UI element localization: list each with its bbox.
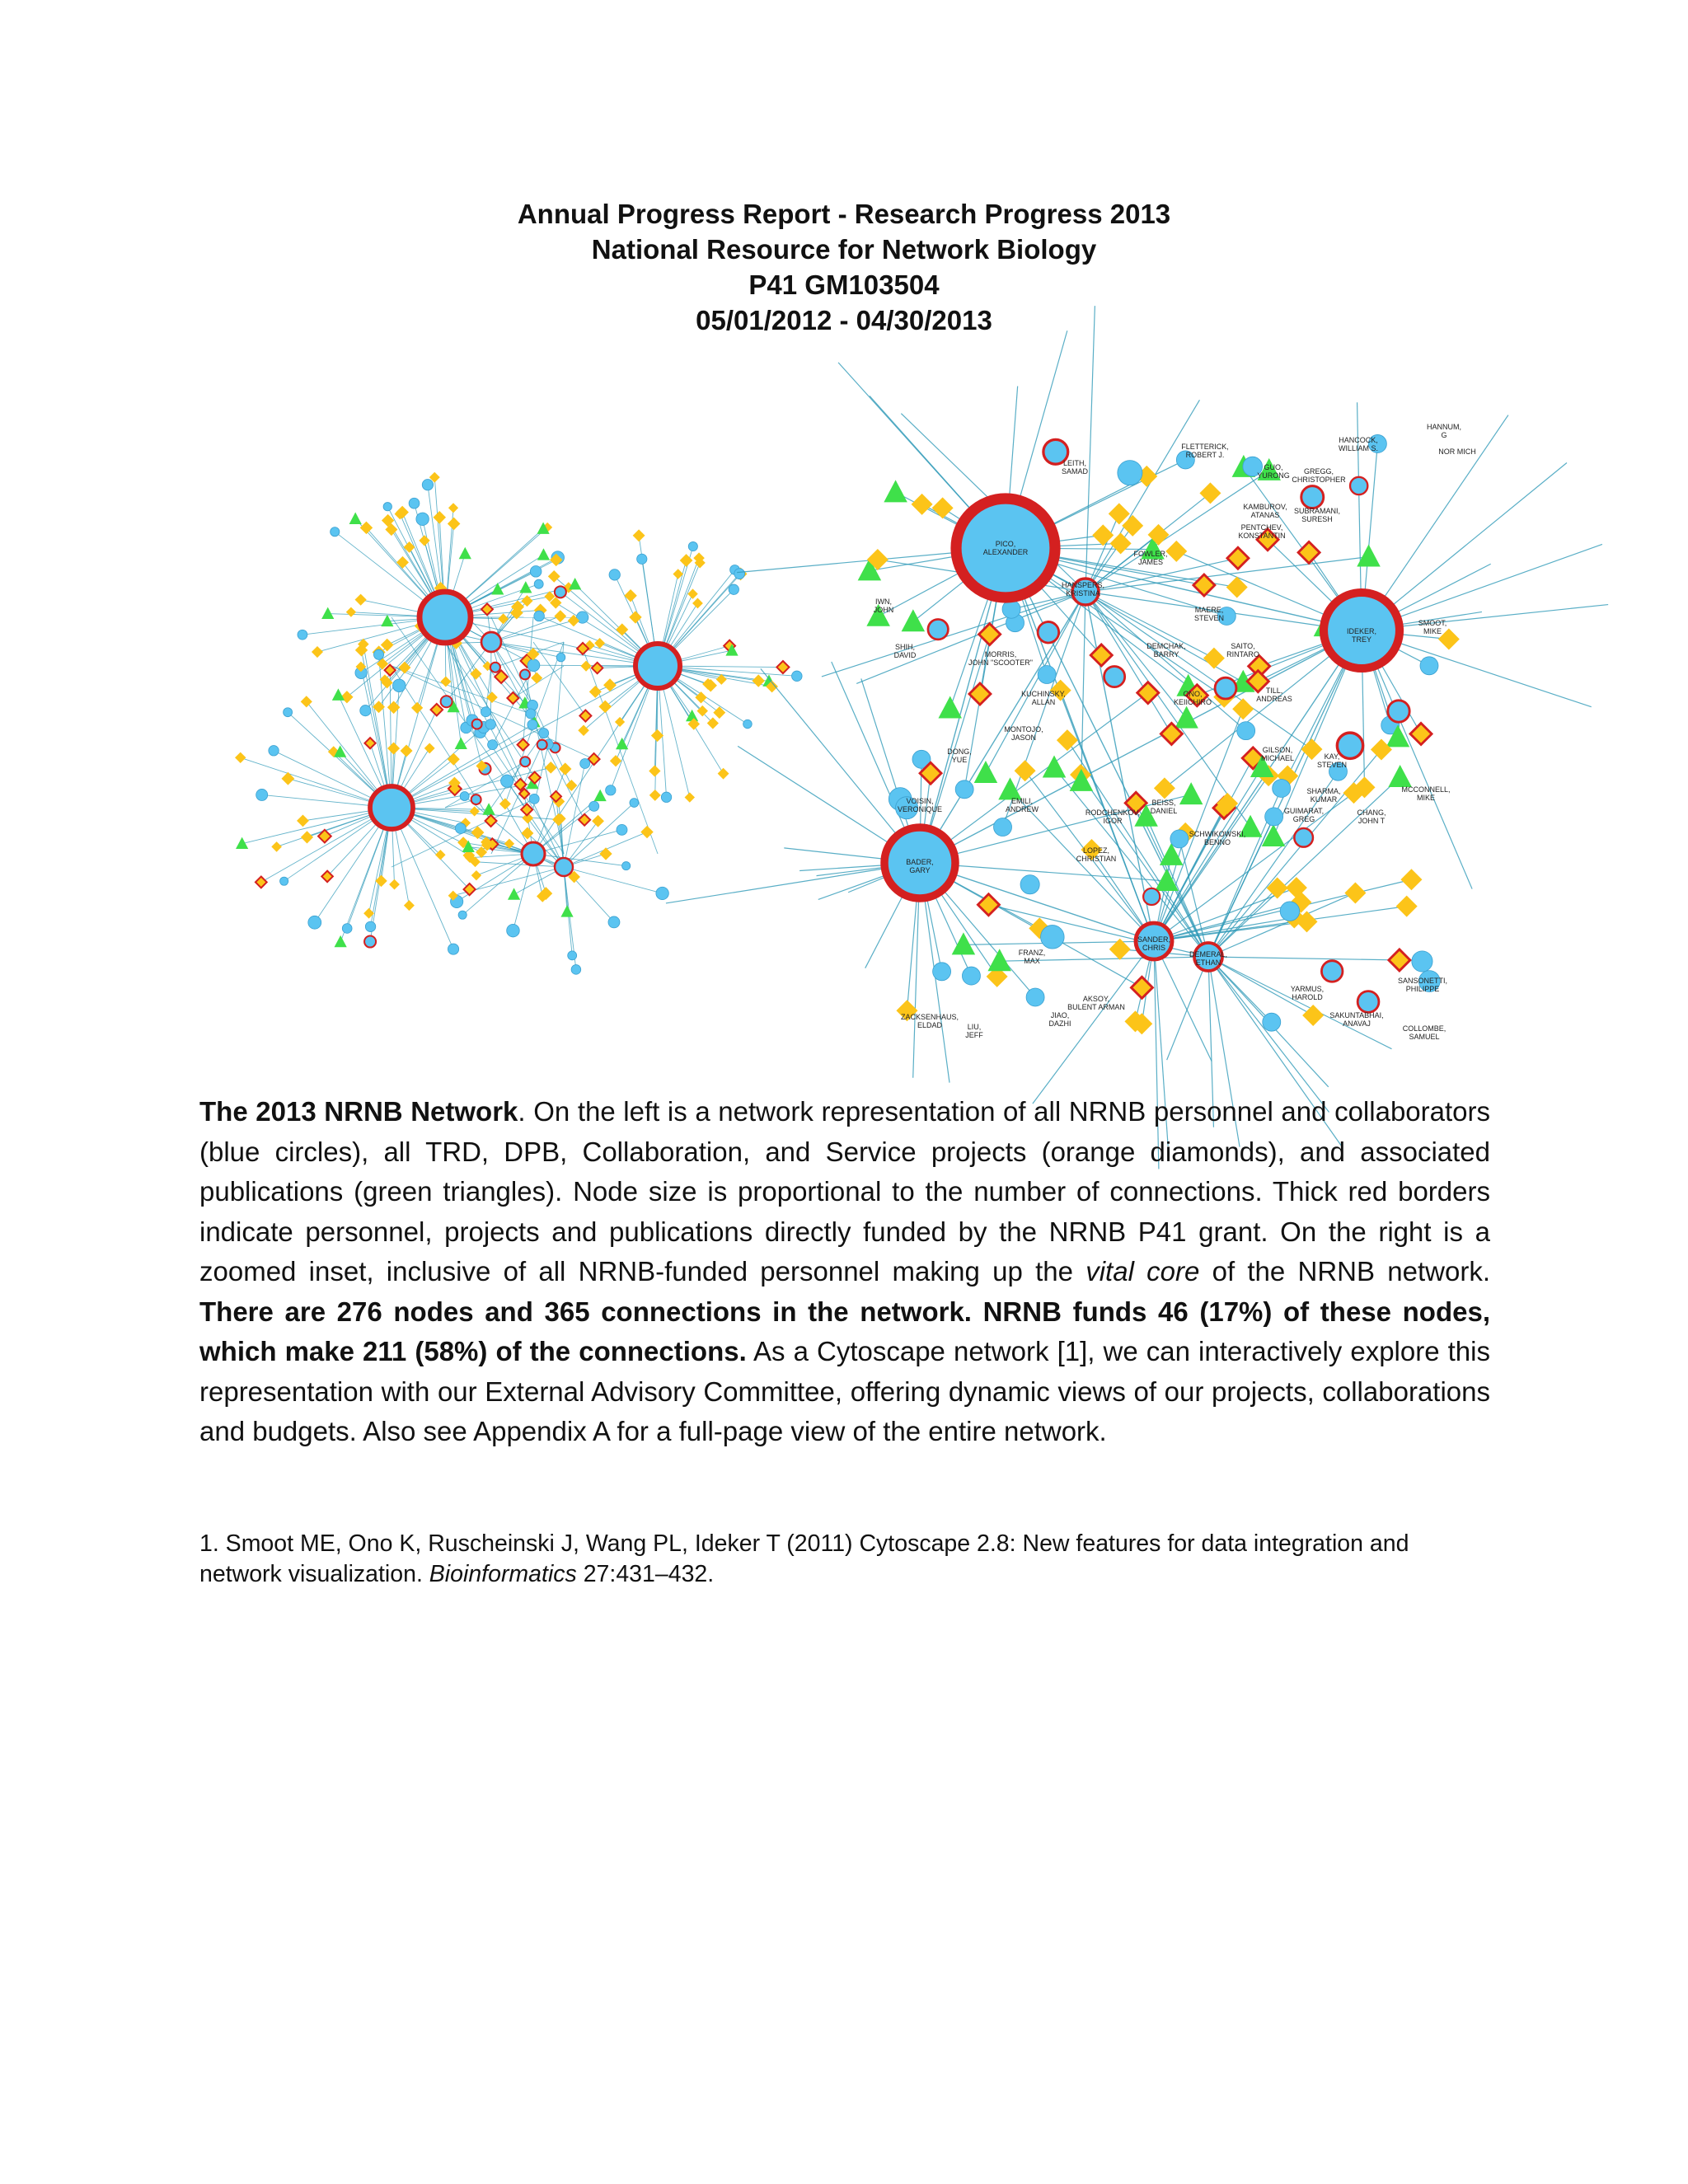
person-name-label: SUBRAMANI, SURESH xyxy=(1293,507,1341,523)
caption-text-2: of the NRNB network. xyxy=(1199,1256,1490,1286)
person-name-label: SAKUNTABHAI, ANAVAJ xyxy=(1329,1011,1384,1028)
person-name-label: FLETTERICK, ROBERT J. xyxy=(1181,443,1229,459)
caption-text-1: . On the left is a network representation of all NRNB personnel and collaborators (blue circles), all TRD, DPB, Collaboration, and Service projects (orange diamonds), and associated publications (green triangles). Node size is proportional to the number of connections. Thick red borders indicate personnel, projects and publications directly funded by the NRNB P41 grant. On the right is a zoomed inset, inclusive of all NRNB-funded personnel making up the xyxy=(199,1096,1491,1286)
person-name-label: SANDER, CHRIS xyxy=(1137,935,1171,952)
project-node xyxy=(401,744,413,757)
project-node xyxy=(1389,949,1410,971)
person-node xyxy=(729,584,738,594)
person-name-label: SHARMA, KUMAR xyxy=(1306,787,1341,804)
project-node xyxy=(685,792,695,802)
publication-node xyxy=(560,905,573,916)
person-node xyxy=(1280,902,1299,921)
project-node xyxy=(1137,682,1159,704)
project-node xyxy=(448,503,458,513)
project-node xyxy=(579,710,591,722)
person-name-label: EMILI, ANDREW xyxy=(1006,797,1039,813)
person-node xyxy=(1294,828,1313,847)
person-node xyxy=(1237,722,1255,740)
person-node xyxy=(284,708,293,717)
reporting-period: 05/01/2012 - 04/30/2013 xyxy=(696,305,992,335)
project-node xyxy=(312,646,323,658)
project-node xyxy=(1227,547,1249,569)
project-node xyxy=(431,704,443,716)
person-name-label: FRANZ, MAX xyxy=(1018,949,1046,965)
project-node xyxy=(1400,869,1422,890)
project-node xyxy=(554,610,566,622)
project-node xyxy=(969,683,991,705)
person-name-label: DEMCHAK, BARRY xyxy=(1146,642,1186,658)
project-node xyxy=(471,870,481,880)
reference-volume: 27:431–432. xyxy=(576,1561,715,1587)
person-name-label: NOR MICH xyxy=(1438,448,1476,456)
project-node xyxy=(404,541,415,553)
person-node xyxy=(1143,888,1160,905)
person-name-label: PICO, ALEXANDER xyxy=(982,540,1029,556)
person-name-label: JIAO, DAZHI xyxy=(1048,1011,1071,1028)
project-node xyxy=(592,815,604,827)
person-name-label: KUCHINSKY, ALLAN xyxy=(1021,690,1066,706)
publication-node xyxy=(938,696,962,719)
publication-node xyxy=(884,480,907,502)
person-node xyxy=(1321,961,1343,982)
project-node xyxy=(518,739,529,751)
person-name-label: MORRIS, JOHN "SCOOTER" xyxy=(968,650,1033,667)
person-name-label: YARMUS, HAROLD xyxy=(1290,985,1325,1001)
project-node xyxy=(1154,777,1175,799)
person-node xyxy=(622,862,631,870)
person-node xyxy=(534,611,545,621)
person-name-label: ZACKSENHAUS, ELDAD xyxy=(900,1013,959,1029)
person-node xyxy=(608,916,620,928)
project-node xyxy=(559,762,571,775)
project-node xyxy=(589,686,602,698)
person-node xyxy=(485,719,495,729)
person-name-label: SHIH, DAVID xyxy=(893,643,917,659)
person-node xyxy=(609,569,620,580)
person-node xyxy=(528,659,540,672)
person-node xyxy=(539,729,549,738)
person-node xyxy=(1412,951,1432,972)
project-node xyxy=(433,511,446,524)
project-node xyxy=(387,743,400,755)
person-name-label: SMOOT, MIKE xyxy=(1418,619,1447,635)
person-node xyxy=(520,757,530,766)
project-node xyxy=(633,529,645,541)
publication-node xyxy=(1175,706,1198,729)
person-node xyxy=(455,823,466,834)
person-node xyxy=(1104,666,1125,687)
caption-italic-term: vital core xyxy=(1085,1256,1200,1286)
person-node xyxy=(1118,461,1142,485)
person-node xyxy=(928,619,948,639)
person-node xyxy=(1038,666,1056,684)
person-node xyxy=(1273,779,1291,797)
person-node xyxy=(656,887,668,899)
project-node xyxy=(752,674,764,687)
publication-node xyxy=(594,790,607,801)
reference-text: 1. Smoot ME, Ono K, Ruscheinski J, Wang PL, Ideker T (2011) Cytoscape 2.8: New features for data integration and network visualization. xyxy=(199,1530,1409,1587)
resource-name: National Resource for Network Biology xyxy=(591,234,1097,265)
person-name-label: LOPEZ, CHRISTIAN xyxy=(1076,846,1117,863)
publication-node xyxy=(236,837,248,849)
project-node xyxy=(718,768,729,780)
person-name-label: GUO, YURONG xyxy=(1257,463,1290,480)
person-node xyxy=(342,924,352,934)
person-node xyxy=(1041,926,1065,949)
person-node xyxy=(1020,875,1039,894)
person-node xyxy=(630,799,639,808)
person-node xyxy=(528,719,537,729)
person-name-label: KAMBUROV, ATANAS xyxy=(1243,503,1287,519)
person-name-label: HANSPERS, KRISTINA xyxy=(1061,581,1105,598)
person-node xyxy=(661,792,671,802)
person-node xyxy=(308,916,321,929)
project-node xyxy=(297,814,309,827)
person-name-label: GUIMARAT, GREG xyxy=(1283,807,1325,823)
project-node xyxy=(235,752,246,763)
project-node xyxy=(629,611,641,623)
project-node xyxy=(592,663,603,673)
person-node xyxy=(1301,486,1324,509)
person-node xyxy=(520,669,530,679)
project-node xyxy=(680,554,693,567)
person-node xyxy=(743,719,753,729)
person-node xyxy=(460,791,469,800)
person-name-label: BEISS, DANIEL xyxy=(1150,799,1178,815)
person-node xyxy=(409,498,420,509)
person-name-label: DONG, YUE xyxy=(947,748,972,764)
publication-node xyxy=(321,607,334,619)
project-node xyxy=(1090,644,1112,666)
person-node xyxy=(472,719,482,729)
person-node xyxy=(1263,1013,1281,1031)
project-node xyxy=(364,738,375,748)
person-node xyxy=(571,965,581,975)
project-node xyxy=(1110,532,1132,554)
person-name-label: SAITO, RINTARO xyxy=(1226,642,1259,658)
report-title: Annual Progress Report - Research Progress 2013 xyxy=(517,199,1171,229)
person-node xyxy=(481,707,490,717)
person-name-label: MAERE, STEVEN xyxy=(1193,606,1225,622)
person-name-label: LEITH, SAMAD xyxy=(1061,459,1089,476)
project-node xyxy=(301,831,313,843)
project-node xyxy=(687,588,697,598)
hub-person-node xyxy=(370,786,413,829)
project-node xyxy=(396,556,409,569)
reference-citation xyxy=(199,1529,1490,1590)
person-node xyxy=(1038,621,1059,643)
project-node xyxy=(346,607,356,617)
publication-node xyxy=(335,935,347,947)
person-node xyxy=(955,780,973,799)
project-node xyxy=(1203,648,1225,669)
project-node xyxy=(548,570,560,583)
person-node xyxy=(734,569,745,579)
project-node xyxy=(1298,541,1320,563)
person-node xyxy=(792,671,803,682)
hub-person-node xyxy=(522,842,545,865)
project-node xyxy=(624,589,636,602)
project-node xyxy=(1232,698,1254,719)
project-node xyxy=(1301,738,1323,760)
project-node xyxy=(649,765,660,776)
project-node xyxy=(360,522,373,534)
project-node xyxy=(649,790,661,801)
person-node xyxy=(1350,477,1367,494)
person-name-label: DEMERAL, ETHAN xyxy=(1189,950,1228,967)
person-node xyxy=(637,554,647,564)
project-node xyxy=(1199,482,1221,504)
publication-node xyxy=(569,578,581,589)
person-name-label: GILSON, MICHAEL xyxy=(1260,746,1295,762)
person-name-label: MONTOJO, JASON xyxy=(1004,725,1043,742)
person-node xyxy=(269,746,279,756)
person-name-label: FOWLER, JAMES xyxy=(1133,550,1168,566)
person-node xyxy=(534,579,543,588)
person-node xyxy=(458,911,467,919)
caption-title: The 2013 NRNB Network xyxy=(199,1096,518,1127)
project-node xyxy=(1092,524,1114,546)
project-node xyxy=(1410,723,1432,744)
publication-node xyxy=(987,949,1011,971)
project-node xyxy=(599,847,612,860)
person-node xyxy=(589,801,599,811)
network-zoomed-inset-figure xyxy=(867,423,1476,1048)
project-node xyxy=(1131,977,1152,998)
publication-node xyxy=(1388,765,1412,787)
project-node xyxy=(912,494,933,515)
person-node xyxy=(530,566,542,578)
person-name-label: SANSONETTI, PHILIPPE xyxy=(1397,977,1448,993)
person-node xyxy=(1337,733,1362,758)
person-node xyxy=(537,740,547,750)
project-node xyxy=(256,877,267,888)
person-name-label: LIU, JEFF xyxy=(965,1023,983,1039)
person-node xyxy=(364,936,376,948)
person-node xyxy=(556,653,565,662)
person-node xyxy=(416,513,429,526)
person-node xyxy=(1026,988,1044,1006)
person-node xyxy=(568,951,577,960)
publication-node xyxy=(459,547,471,559)
figure-caption xyxy=(199,1092,1490,1452)
hub-person-node xyxy=(635,644,680,688)
person-node xyxy=(555,586,566,598)
project-node xyxy=(499,798,511,809)
person-node xyxy=(373,649,383,659)
project-node xyxy=(578,724,589,736)
person-name-label: RODCHENKOV, IGOR xyxy=(1085,808,1141,825)
person-name-label: SCHWIKOWSKI, BENNO xyxy=(1189,830,1246,846)
publication-node xyxy=(508,888,520,899)
project-node xyxy=(440,677,451,687)
person-node xyxy=(962,967,980,985)
person-name-label: TILL, ANDREAS xyxy=(1256,687,1292,703)
person-node xyxy=(448,944,458,954)
project-node xyxy=(404,900,415,911)
person-name-label: GREGG, CHRISTOPHER xyxy=(1292,467,1346,484)
project-node xyxy=(301,696,312,707)
person-name-label: CHANG, JOHN T xyxy=(1357,808,1386,825)
project-node xyxy=(603,678,617,691)
person-node xyxy=(360,705,371,716)
person-node xyxy=(1420,657,1438,675)
project-node xyxy=(692,598,703,609)
person-name-label: VOISIN, VERONIQUE xyxy=(897,797,943,813)
project-node xyxy=(1165,541,1187,562)
person-node xyxy=(1388,701,1409,722)
project-node xyxy=(498,613,509,624)
person-node xyxy=(933,963,951,981)
publication-node xyxy=(974,761,998,783)
person-node xyxy=(529,794,539,804)
person-node xyxy=(507,924,520,937)
person-name-label: IDEKER, TREY xyxy=(1346,627,1377,644)
person-node xyxy=(1215,677,1236,699)
network-overview-figure xyxy=(201,424,842,1051)
project-node xyxy=(598,701,612,714)
project-node xyxy=(470,668,481,680)
project-node xyxy=(389,879,400,890)
person-node xyxy=(994,818,1012,837)
person-node xyxy=(280,877,288,885)
project-node xyxy=(485,815,497,827)
caption-text-3: As a Cytoscape network [1], we can interactively explore this representation with our External Advisory Committee, offering dynamic views of our projects, collaborations and budgets. Also see Appendix A for a full-page view of the entire network. xyxy=(199,1336,1490,1446)
person-node xyxy=(490,663,500,673)
person-node xyxy=(365,921,375,931)
project-node xyxy=(1226,577,1248,598)
person-node xyxy=(526,709,536,719)
project-node xyxy=(481,603,493,615)
project-node xyxy=(1396,896,1418,917)
person-name-label: PENTCHEV, KONSTANTIN xyxy=(1238,523,1286,540)
person-node xyxy=(1265,808,1283,826)
hub-person-node xyxy=(420,592,471,643)
caption-statistics: There are 276 nodes and 365 connections in the network. NRNB funds 46 (17%) of these nodes, which make 211 (58%) of the connections. xyxy=(199,1296,1490,1366)
person-name-label: IWN, JOHN xyxy=(873,598,894,614)
person-node xyxy=(617,824,627,835)
person-node xyxy=(488,740,498,750)
reference-journal: Bioinformatics xyxy=(429,1561,577,1587)
report-header xyxy=(0,196,1688,338)
grant-number: P41 GM103504 xyxy=(748,269,940,300)
project-node xyxy=(580,661,591,672)
person-name-label: COLLOMBE, SAMUEL xyxy=(1402,1024,1447,1041)
person-name-label: HANNUM, G xyxy=(1427,423,1461,439)
hub-person-node xyxy=(555,858,573,876)
project-node xyxy=(355,594,367,606)
publication-node xyxy=(332,688,345,700)
person-node xyxy=(392,679,406,692)
publication-node xyxy=(1043,755,1067,777)
project-node xyxy=(531,673,542,684)
project-node xyxy=(448,753,460,766)
person-name-label: MCCONNELL, MIKE xyxy=(1401,785,1451,802)
project-node xyxy=(282,772,295,785)
person-node xyxy=(331,527,340,537)
person-node xyxy=(1170,830,1189,848)
publication-node xyxy=(1179,782,1203,804)
project-node xyxy=(424,743,435,753)
person-node xyxy=(298,630,307,640)
person-node xyxy=(383,503,392,511)
person-name-label: BADER, GARY xyxy=(906,858,934,874)
person-node xyxy=(688,541,697,551)
person-node xyxy=(501,775,513,787)
person-node xyxy=(441,696,452,707)
project-node xyxy=(448,518,461,531)
project-node xyxy=(776,661,789,673)
project-node xyxy=(1302,1005,1324,1026)
project-node xyxy=(271,841,282,852)
person-node xyxy=(580,759,590,769)
person-node xyxy=(606,785,616,795)
person-node xyxy=(1357,991,1379,1013)
person-name-label: HANCOCK, WILLIAM S. xyxy=(1338,436,1379,452)
person-name-label: ONO, KEIICHIRO xyxy=(1173,690,1212,706)
project-node xyxy=(1344,882,1366,903)
hub-person-node xyxy=(481,632,501,652)
project-node xyxy=(932,497,954,518)
publication-node xyxy=(537,548,550,560)
project-node xyxy=(579,814,590,826)
person-node xyxy=(422,480,433,490)
publication-node xyxy=(952,932,976,954)
publication-node xyxy=(349,513,362,524)
person-node xyxy=(256,789,268,800)
person-name-label: KAY, STEVEN xyxy=(1316,752,1348,769)
publication-node xyxy=(902,609,926,631)
person-node xyxy=(471,794,481,804)
person-name-label: AKSOY, BULENT ARMAN xyxy=(1067,995,1125,1011)
